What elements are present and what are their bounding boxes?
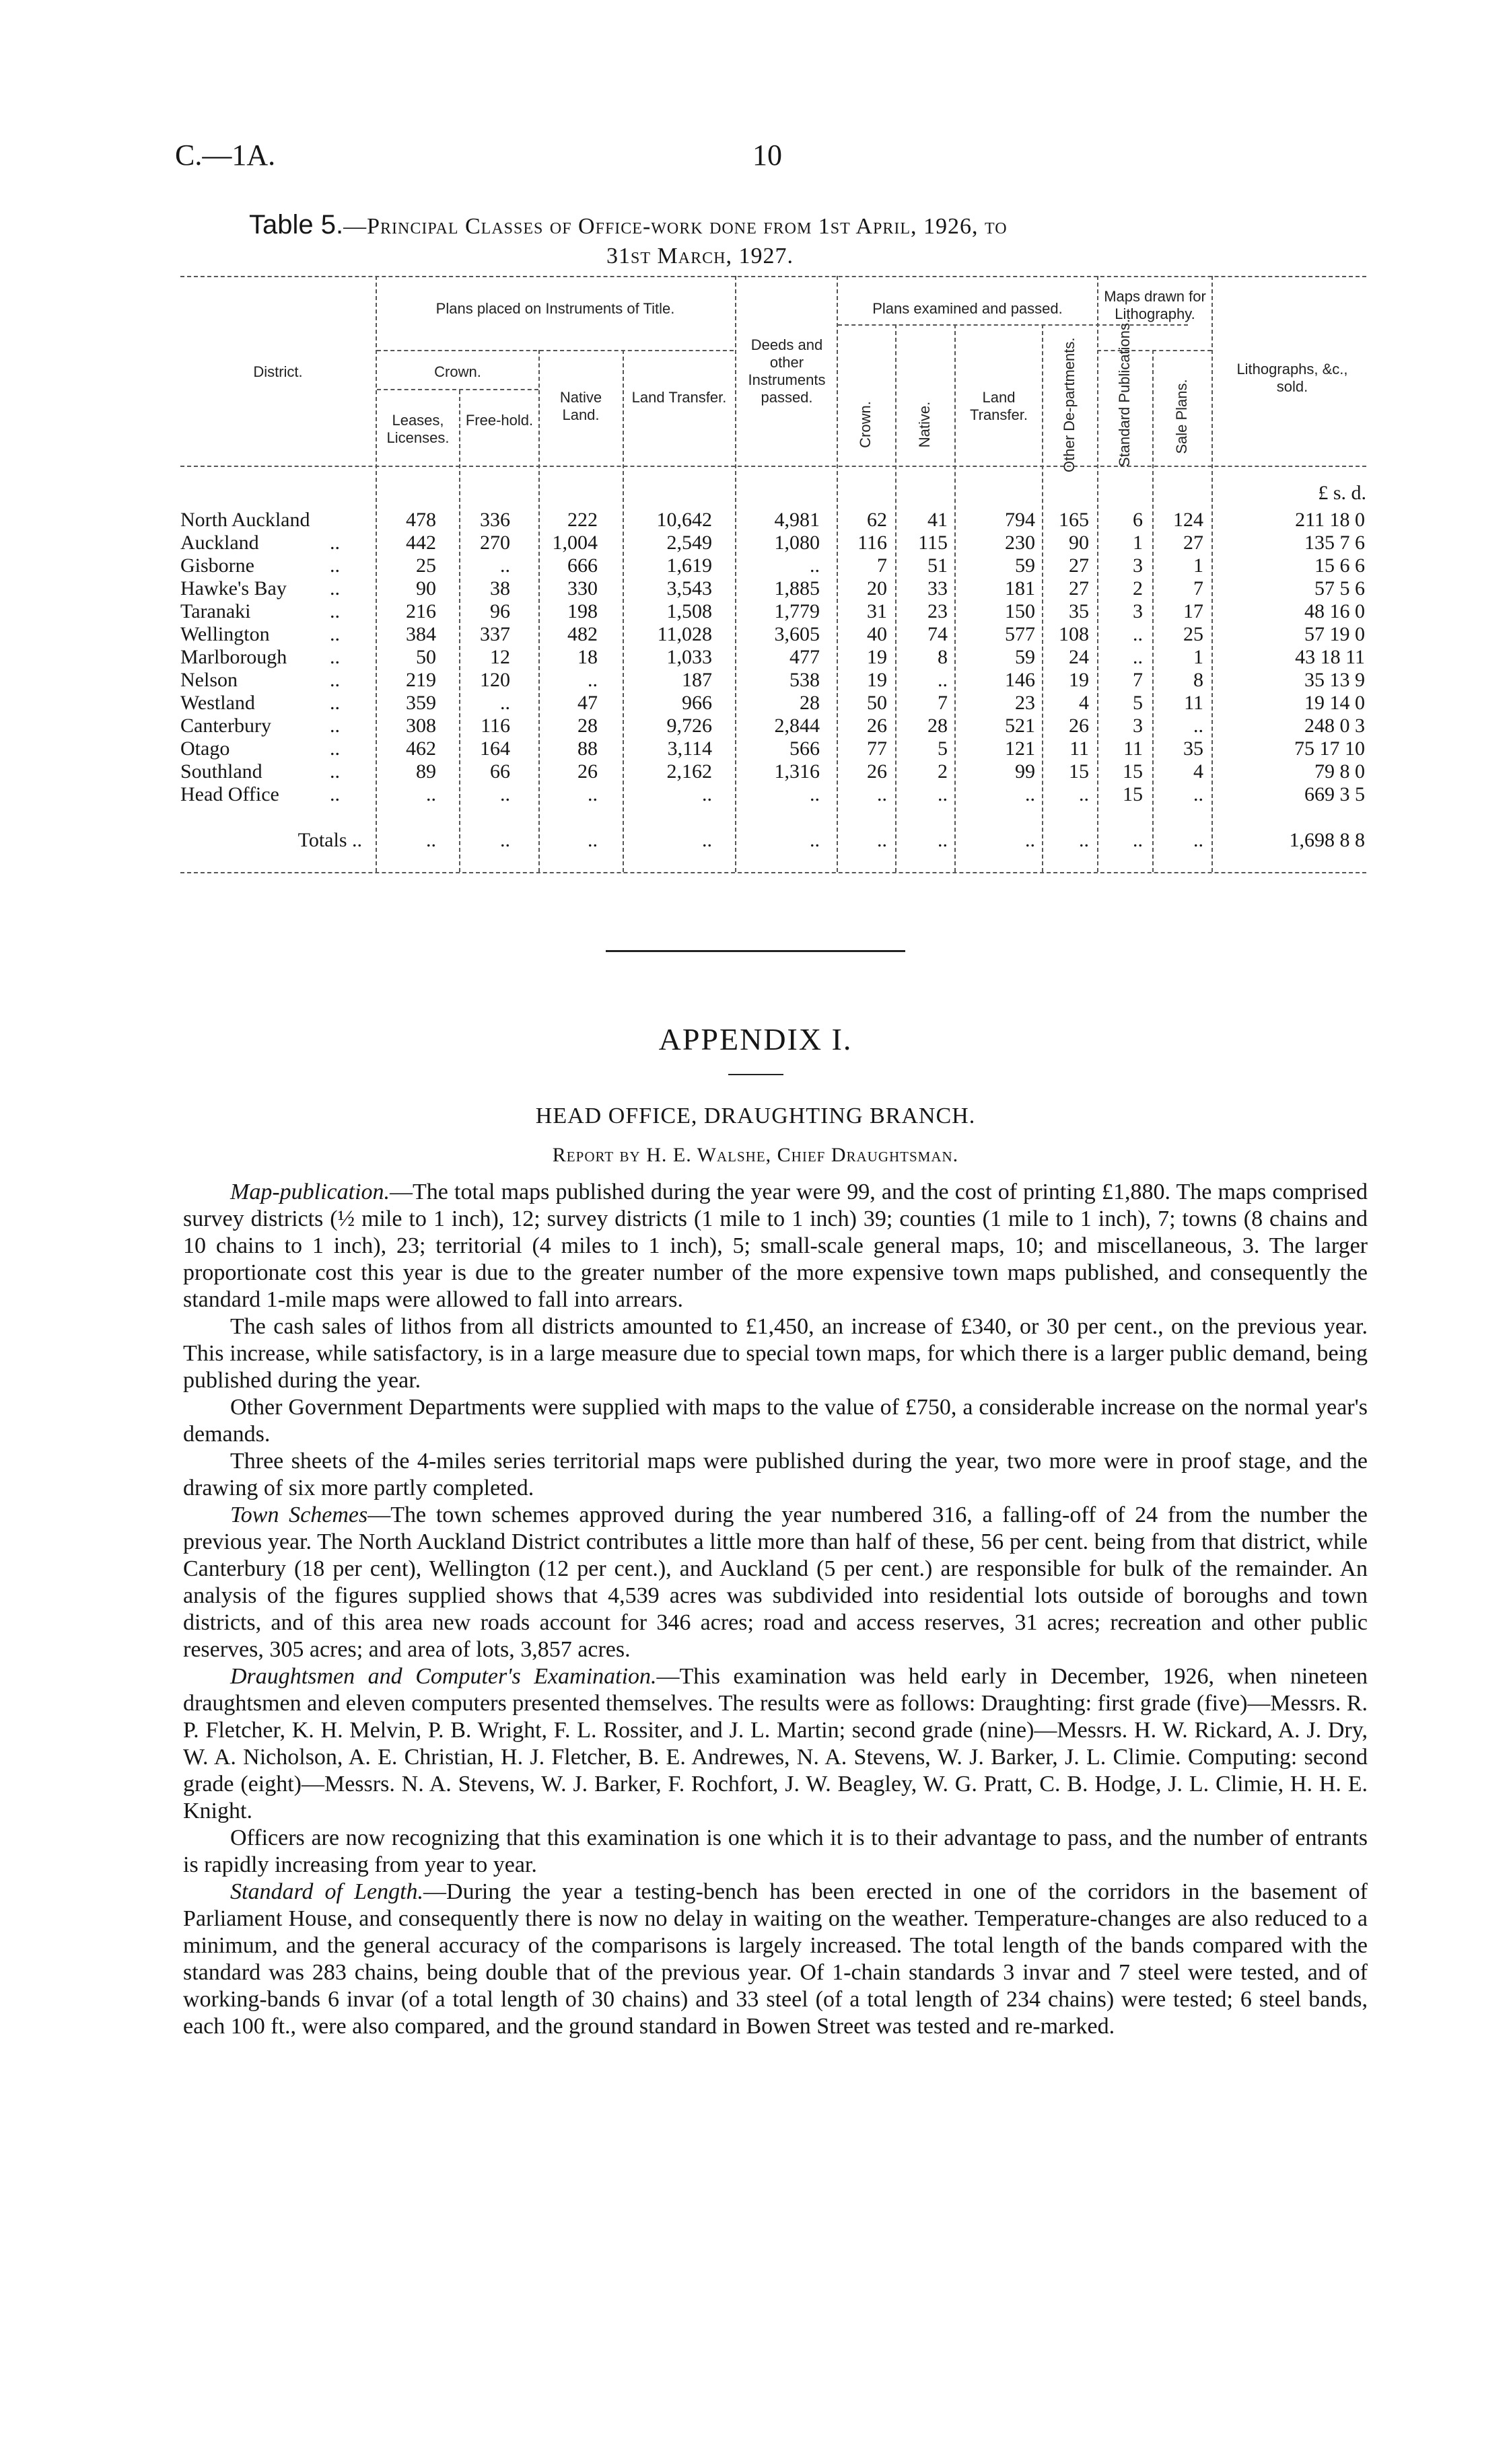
cell-ex-crown: 19 [867,669,887,691]
cell-freehold: 270 [480,532,510,554]
report-body [183,1179,1368,2040]
cell-native: .. [588,669,598,691]
header-plans-examined: Plans examined and passed. [872,300,1063,317]
cell-leases: 478 [406,509,436,531]
totals-row [180,829,1365,856]
cell-native: 28 [577,715,598,737]
header-deeds: Deeds and other Instruments passed. [748,336,826,406]
cell-leases: 89 [416,760,436,783]
cell-sale: 4 [1193,760,1203,783]
cell-sale: 7 [1193,577,1203,600]
cell-land-transfer: 2,162 [666,760,712,783]
cell-litho: 669 3 5 [1304,783,1365,805]
cell-freehold: 116 [481,715,510,737]
header-district: District. [253,363,303,380]
cell-deeds: 566 [789,737,820,760]
cell-leases: .. [426,783,436,805]
cell-ex-native: .. [938,783,948,805]
cell-ex-crown: 40 [867,623,887,645]
cell-native: 47 [577,692,598,714]
document-code: C.—1A. [175,139,276,172]
cell-native: 18 [577,646,598,668]
header-standard-publications: Standard Publications. [1116,318,1133,467]
page-number: 10 [752,139,782,172]
paragraph-cash-sales: The cash sales of lithos from all districts amounted to £1,450, an increase of £340, or 30 per cent., on the previous year. This increase, while satisfactory, is in a large measure due to special town maps, for which there is a larger public demand, being published during the year. [183,1314,1368,1393]
cell-ex-native: 23 [927,600,948,622]
leader-dots: .. [330,554,340,577]
cell-land-transfer: 187 [682,669,712,691]
cell-sale: 1 [1193,554,1203,577]
totals-freehold: .. [500,829,510,851]
cell-std: .. [1133,646,1143,668]
cell-deeds: 1,885 [774,577,820,600]
totals-standard: .. [1133,829,1143,851]
totals-land-transfer: .. [702,829,712,851]
header-land-transfer: Land Transfer. [631,389,727,406]
cell-ex-native: 7 [938,692,948,714]
leader-dots: .. [330,600,340,622]
leader-dots: .. [330,715,340,737]
cell-std: 3 [1133,554,1143,577]
totals-lithographs: 1,698 8 8 [1289,829,1365,851]
cell-ex-native: 41 [927,509,948,531]
cell-leases: 216 [406,600,436,622]
table-row [180,760,1365,783]
cell-std: 1 [1133,532,1143,554]
header-native-land: Native Land. [559,389,602,423]
cell-freehold: 96 [490,600,510,622]
cell-native: 330 [567,577,598,600]
cell-litho: 75 17 10 [1294,737,1365,760]
district-name: Wellington [180,623,270,645]
cell-leases: 219 [406,669,436,691]
paragraph-officers: Officers are now recognizing that this examination is one which it is to their advantage to pass, and the number of entrants is rapidly increasing from year to year. [183,1825,1368,1877]
cell-sale: .. [1193,783,1203,805]
header-plans-placed: Plans placed on Instruments of Title. [435,300,675,317]
header-lithographs: Lithographs, &c., sold. [1236,361,1348,395]
cell-std: 15 [1123,760,1143,783]
cell-other: 35 [1069,600,1089,622]
cell-ex-lt: 150 [1005,600,1035,622]
heading-standard-of-length: Standard of Length. [230,1879,424,1904]
cell-ex-native: 2 [938,760,948,783]
totals-ex-land-transfer: .. [1025,829,1035,851]
table-top-rule [180,276,1366,277]
leader-dots: .. [330,646,340,668]
cell-deeds: 477 [789,646,820,668]
totals-leases: .. [426,829,436,851]
cell-litho: 48 16 0 [1304,600,1365,622]
cell-ex-crown: 20 [867,577,887,600]
cell-other: 27 [1069,577,1089,600]
cell-ex-lt: 146 [1005,669,1035,691]
cell-deeds: 2,844 [774,715,820,737]
cell-ex-native: 28 [927,715,948,737]
cell-std: 5 [1133,692,1143,714]
cell-other: 26 [1069,715,1089,737]
header-bottom-rule [180,466,1366,467]
cell-std: 11 [1123,737,1143,760]
cell-sale: 8 [1193,669,1203,691]
paragraph-territorial-maps: Three sheets of the 4-miles series territorial maps were published during the year, two more were in proof stage, and the drawing of six more partly completed. [183,1449,1368,1500]
table-row [180,600,1365,623]
cell-deeds: 1,316 [774,760,820,783]
cell-other: 19 [1069,669,1089,691]
cell-leases: 442 [406,532,436,554]
cell-native: 198 [567,600,598,622]
text-town-schemes: —The town schemes approved during the year numbered 316, a falling-off of 24 from the number the previous year. The North Auckland District contributes a little more than half of these, 56 per cent. being from that district, while Canterbury (18 per cent), Wellington (12 per cent.), and Auckland (5 per cent.) are responsible for bulk of the remainder. An analysis of the figures supplied shows that 4,539 acres was subdivided into residential lots outside of boroughs and town districts, and of this area new roads account for 346 acres; road and access reserves, 31 acres; recreation and other public reserves, 305 acres; and area of lots, 3,857 acres. [183,1502,1368,1662]
totals-ex-crown: .. [877,829,887,851]
district-name: Head Office [180,783,279,805]
cell-ex-native: 33 [927,577,948,600]
cell-deeds: .. [810,783,820,805]
cell-ex-lt: 181 [1005,577,1035,600]
cell-leases: 384 [406,623,436,645]
cell-ex-lt: 794 [1005,509,1035,531]
table-title [249,210,1326,271]
header-freehold: Free-hold. [465,412,534,429]
cell-native: 222 [567,509,598,531]
table-row [180,577,1365,600]
cell-native: .. [588,783,598,805]
appendix-rule [728,1074,783,1075]
cell-sale: 1 [1193,646,1203,668]
cell-land-transfer: 2,549 [666,532,712,554]
cell-freehold: .. [500,554,510,577]
paragraph-standard-of-length [183,1879,1368,2040]
crown-lower-rule [377,389,538,390]
cell-std: 3 [1133,600,1143,622]
appendix-subtitle: HEAD OFFICE, DRAUGHTING BRANCH. [535,1103,976,1128]
cell-freehold: .. [500,692,510,714]
cell-native: 1,004 [552,532,598,554]
table-row [180,554,1365,577]
cell-other: .. [1079,783,1089,805]
cell-leases: 25 [416,554,436,577]
cell-leases: 90 [416,577,436,600]
district-name: Southland [180,760,262,783]
table-row [180,509,1365,532]
header-crown: Crown. [434,363,481,380]
cell-ex-crown: 26 [867,760,887,783]
section-separator [606,950,905,952]
leader-dots: .. [330,692,340,714]
header-maps-drawn: Maps drawn for Lithography. [1104,288,1206,322]
cell-ex-native: 51 [927,554,948,577]
cell-freehold: 12 [490,646,510,668]
cell-native: 666 [567,554,598,577]
cell-ex-native: .. [938,669,948,691]
cell-other: 15 [1069,760,1089,783]
cell-deeds: 1,080 [774,532,820,554]
table-row [180,737,1365,760]
cell-land-transfer: 1,508 [666,600,712,622]
cell-land-transfer: 3,114 [667,737,712,760]
district-name: Hawke's Bay [180,577,287,600]
cell-litho: 43 18 11 [1295,646,1365,668]
district-name: Otago [180,737,230,760]
cell-other: 108 [1059,623,1089,645]
header-ex-native: Native. [916,401,933,448]
cell-freehold: .. [500,783,510,805]
cell-sale: 27 [1183,532,1203,554]
table-row [180,715,1365,737]
cell-land-transfer: .. [702,783,712,805]
cell-ex-crown: 31 [867,600,887,622]
cell-ex-lt: 59 [1015,554,1035,577]
cell-other: 165 [1059,509,1089,531]
cell-leases: 359 [406,692,436,714]
table-row [180,646,1365,669]
district-name: North Auckland [180,509,310,531]
cell-std: 3 [1133,715,1143,737]
cell-freehold: 164 [480,737,510,760]
cell-other: 4 [1079,692,1089,714]
cell-other: 11 [1069,737,1089,760]
cell-leases: 308 [406,715,436,737]
cell-ex-crown: 26 [867,715,887,737]
cell-ex-lt: 521 [1005,715,1035,737]
text-examination: —This examination was held early in December, 1926, when nineteen draughtsmen and eleven computers presented themselves. The results were as follows: Draughting: first grade (five)—Messrs. R. P. Fletcher, K. H. Melvin, P. B. Wright, F. L. Rossiter, and J. L. Martin; second grade (nine)—Messrs. H. W. Rickard, A. J. Dry, W. A. Nicholson, A. E. Christian, H. J. Fletcher, B. E. Andrewes, N. A. Stevens, W. J. Barker, J. L. Climie. Computing: second grade (eight)—Messrs. N. A. Stevens, W. J. Barker, F. Rochfort, J. W. Beagley, W. G. Pratt, C. B. Hodge, J. L. Climie, H. H. E. Knight. [183,1664,1368,1823]
header-leases: Leases, Licenses. [386,412,450,446]
district-name: Gisborne [180,554,254,577]
cell-freehold: 120 [480,669,510,691]
cell-freehold: 337 [480,623,510,645]
leader-dots: .. [330,532,340,554]
report-byline: Report by H. E. Walshe, Chief Draughtsman. [552,1144,959,1166]
leader-dots: .. [330,737,340,760]
maps-drawn-rule [1097,350,1211,351]
cell-sale: 25 [1183,623,1203,645]
district-name: Westland [180,692,255,714]
crown-subrule [377,350,734,351]
cell-deeds: .. [810,554,820,577]
cell-ex-crown: .. [877,783,887,805]
cell-litho: 211 18 0 [1295,509,1365,531]
cell-sale: .. [1193,715,1203,737]
cell-deeds: 1,779 [774,600,820,622]
district-name: Auckland [180,532,259,554]
cell-ex-native: 8 [938,646,948,668]
totals-ex-native: .. [938,829,948,851]
cell-leases: 462 [406,737,436,760]
cell-other: 90 [1069,532,1089,554]
table-label: Table 5. [249,210,344,240]
header-other-departments: Other De-partments. [1061,337,1078,472]
cell-std: .. [1133,623,1143,645]
plans-examined-rule [838,324,1188,326]
cell-ex-native: 74 [927,623,948,645]
text-standard-of-length: —During the year a testing-bench has been erected in one of the corridors in the basement of Parliament House, and consequently there is now no delay in waiting on the weather. Temperature-changes are also reduced to a minimum, and the general accuracy of the comparisons is largely increased. The total length of the bands compared with the standard was 283 chains, being double that of the previous year. Of 1-chain standards 3 invar and 7 steel were tested, and of working-bands 6 invar (of a total length of 30 chains) and 33 steel (of a total length of 234 chains) were tested; 6 steel bands, each 100 ft., were also compared, and the ground standard in Bowen Street was tested and re-marked. [183,1879,1368,2039]
cell-std: 2 [1133,577,1143,600]
cell-ex-lt: .. [1025,783,1035,805]
cell-litho: 79 8 0 [1314,760,1365,783]
leader-dots: .. [330,623,340,645]
totals-native: .. [588,829,598,851]
table-row [180,669,1365,692]
cell-ex-lt: 121 [1005,737,1035,760]
cell-leases: 50 [416,646,436,668]
cell-litho: 248 0 3 [1304,715,1365,737]
totals-deeds: .. [810,829,820,851]
heading-map-publication: Map-publication. [230,1180,390,1204]
paragraph-map-publication [183,1179,1368,1313]
cell-ex-lt: 99 [1015,760,1035,783]
table-row [180,783,1365,806]
leader-dots: .. [330,783,340,805]
cell-ex-crown: 116 [857,532,887,554]
cell-ex-crown: 19 [867,646,887,668]
cell-native: 88 [577,737,598,760]
cell-litho: 15 6 6 [1314,554,1365,577]
cell-litho: 57 5 6 [1314,577,1365,600]
cell-freehold: 66 [490,760,510,783]
cell-sale: 11 [1184,692,1203,714]
cell-freehold: 336 [480,509,510,531]
district-name: Taranaki [180,600,251,622]
cell-land-transfer: 11,028 [657,623,712,645]
currency-header: £ s. d. [1318,482,1366,504]
heading-town-schemes: Town Schemes [230,1502,368,1527]
cell-deeds: 538 [789,669,820,691]
cell-ex-crown: 7 [877,554,887,577]
header-sale-plans: Sale Plans. [1173,379,1190,454]
cell-other: 24 [1069,646,1089,668]
cell-ex-lt: 230 [1005,532,1035,554]
cell-sale: 124 [1173,509,1203,531]
cell-land-transfer: 9,726 [666,715,712,737]
cell-freehold: 38 [490,577,510,600]
table-title-line1: —Principal Classes of Office-work done from 1st April, 1926, to [343,214,1008,239]
paragraph-government-departments: Other Government Departments were supplied with maps to the value of £750, a considerable increase on the normal year's demands. [183,1395,1368,1447]
cell-native: 482 [567,623,598,645]
cell-land-transfer: 966 [682,692,712,714]
cell-sale: 35 [1183,737,1203,760]
cell-litho: 19 14 0 [1304,692,1365,714]
cell-ex-native: 5 [938,737,948,760]
table-title-line2: 31st March, 1927. [606,244,794,268]
totals-other: .. [1079,829,1089,851]
paragraph-examination [183,1663,1368,1825]
paragraph-town-schemes [183,1502,1368,1663]
cell-other: 27 [1069,554,1089,577]
cell-litho: 35 13 9 [1304,669,1365,691]
table-row [180,623,1365,646]
cell-ex-native: 115 [918,532,948,554]
text-map-publication: —The total maps published during the year were 99, and the cost of printing £1,880. The maps comprised survey districts (½ mile to 1 inch), 12; survey districts (1 mile to 1 inch) 39; counties (1 mile to 1 inch), 7; towns (8 chains and 10 chains to 1 inch), 23; territorial (4 miles to 1 inch), 5; small-scale general maps, 10; and miscellaneous, 3. The larger proportionate cost this year is due to the greater number of the more expensive town maps published, and consequently the standard 1-mile maps were allowed to fall into arrears. [183,1180,1368,1312]
cell-deeds: 3,605 [774,623,820,645]
cell-land-transfer: 1,619 [666,554,712,577]
cell-ex-crown: 62 [867,509,887,531]
cell-ex-lt: 23 [1015,692,1035,714]
district-name: Marlborough [180,646,287,668]
leader-dots: .. [330,669,340,691]
cell-native: 26 [577,760,598,783]
cell-ex-lt: 59 [1015,646,1035,668]
cell-land-transfer: 3,543 [666,577,712,600]
cell-std: 7 [1133,669,1143,691]
appendix-title: APPENDIX I. [658,1022,853,1056]
cell-land-transfer: 10,642 [656,509,712,531]
cell-ex-crown: 77 [867,737,887,760]
leader-dots: .. [330,760,340,783]
cell-std: 6 [1133,509,1143,531]
table-bottom-rule [180,872,1366,873]
heading-examination: Draughtsmen and Computer's Examination. [230,1664,657,1689]
cell-deeds: 4,981 [774,509,820,531]
cell-std: 15 [1123,783,1143,805]
table-row [180,692,1365,715]
cell-ex-crown: 50 [867,692,887,714]
cell-litho: 57 19 0 [1304,623,1365,645]
totals-label: Totals .. [297,829,362,851]
cell-deeds: 28 [800,692,820,714]
table-row [180,532,1365,554]
cell-litho: 135 7 6 [1304,532,1365,554]
leader-dots: .. [330,577,340,600]
totals-sale: .. [1193,829,1203,851]
cell-sale: 17 [1183,600,1203,622]
district-name: Nelson [180,669,238,691]
header-ex-land-transfer: Land Transfer. [970,389,1028,423]
header-ex-crown: Crown. [857,401,874,448]
cell-land-transfer: 1,033 [666,646,712,668]
cell-ex-lt: 577 [1005,623,1035,645]
district-name: Canterbury [180,715,271,737]
